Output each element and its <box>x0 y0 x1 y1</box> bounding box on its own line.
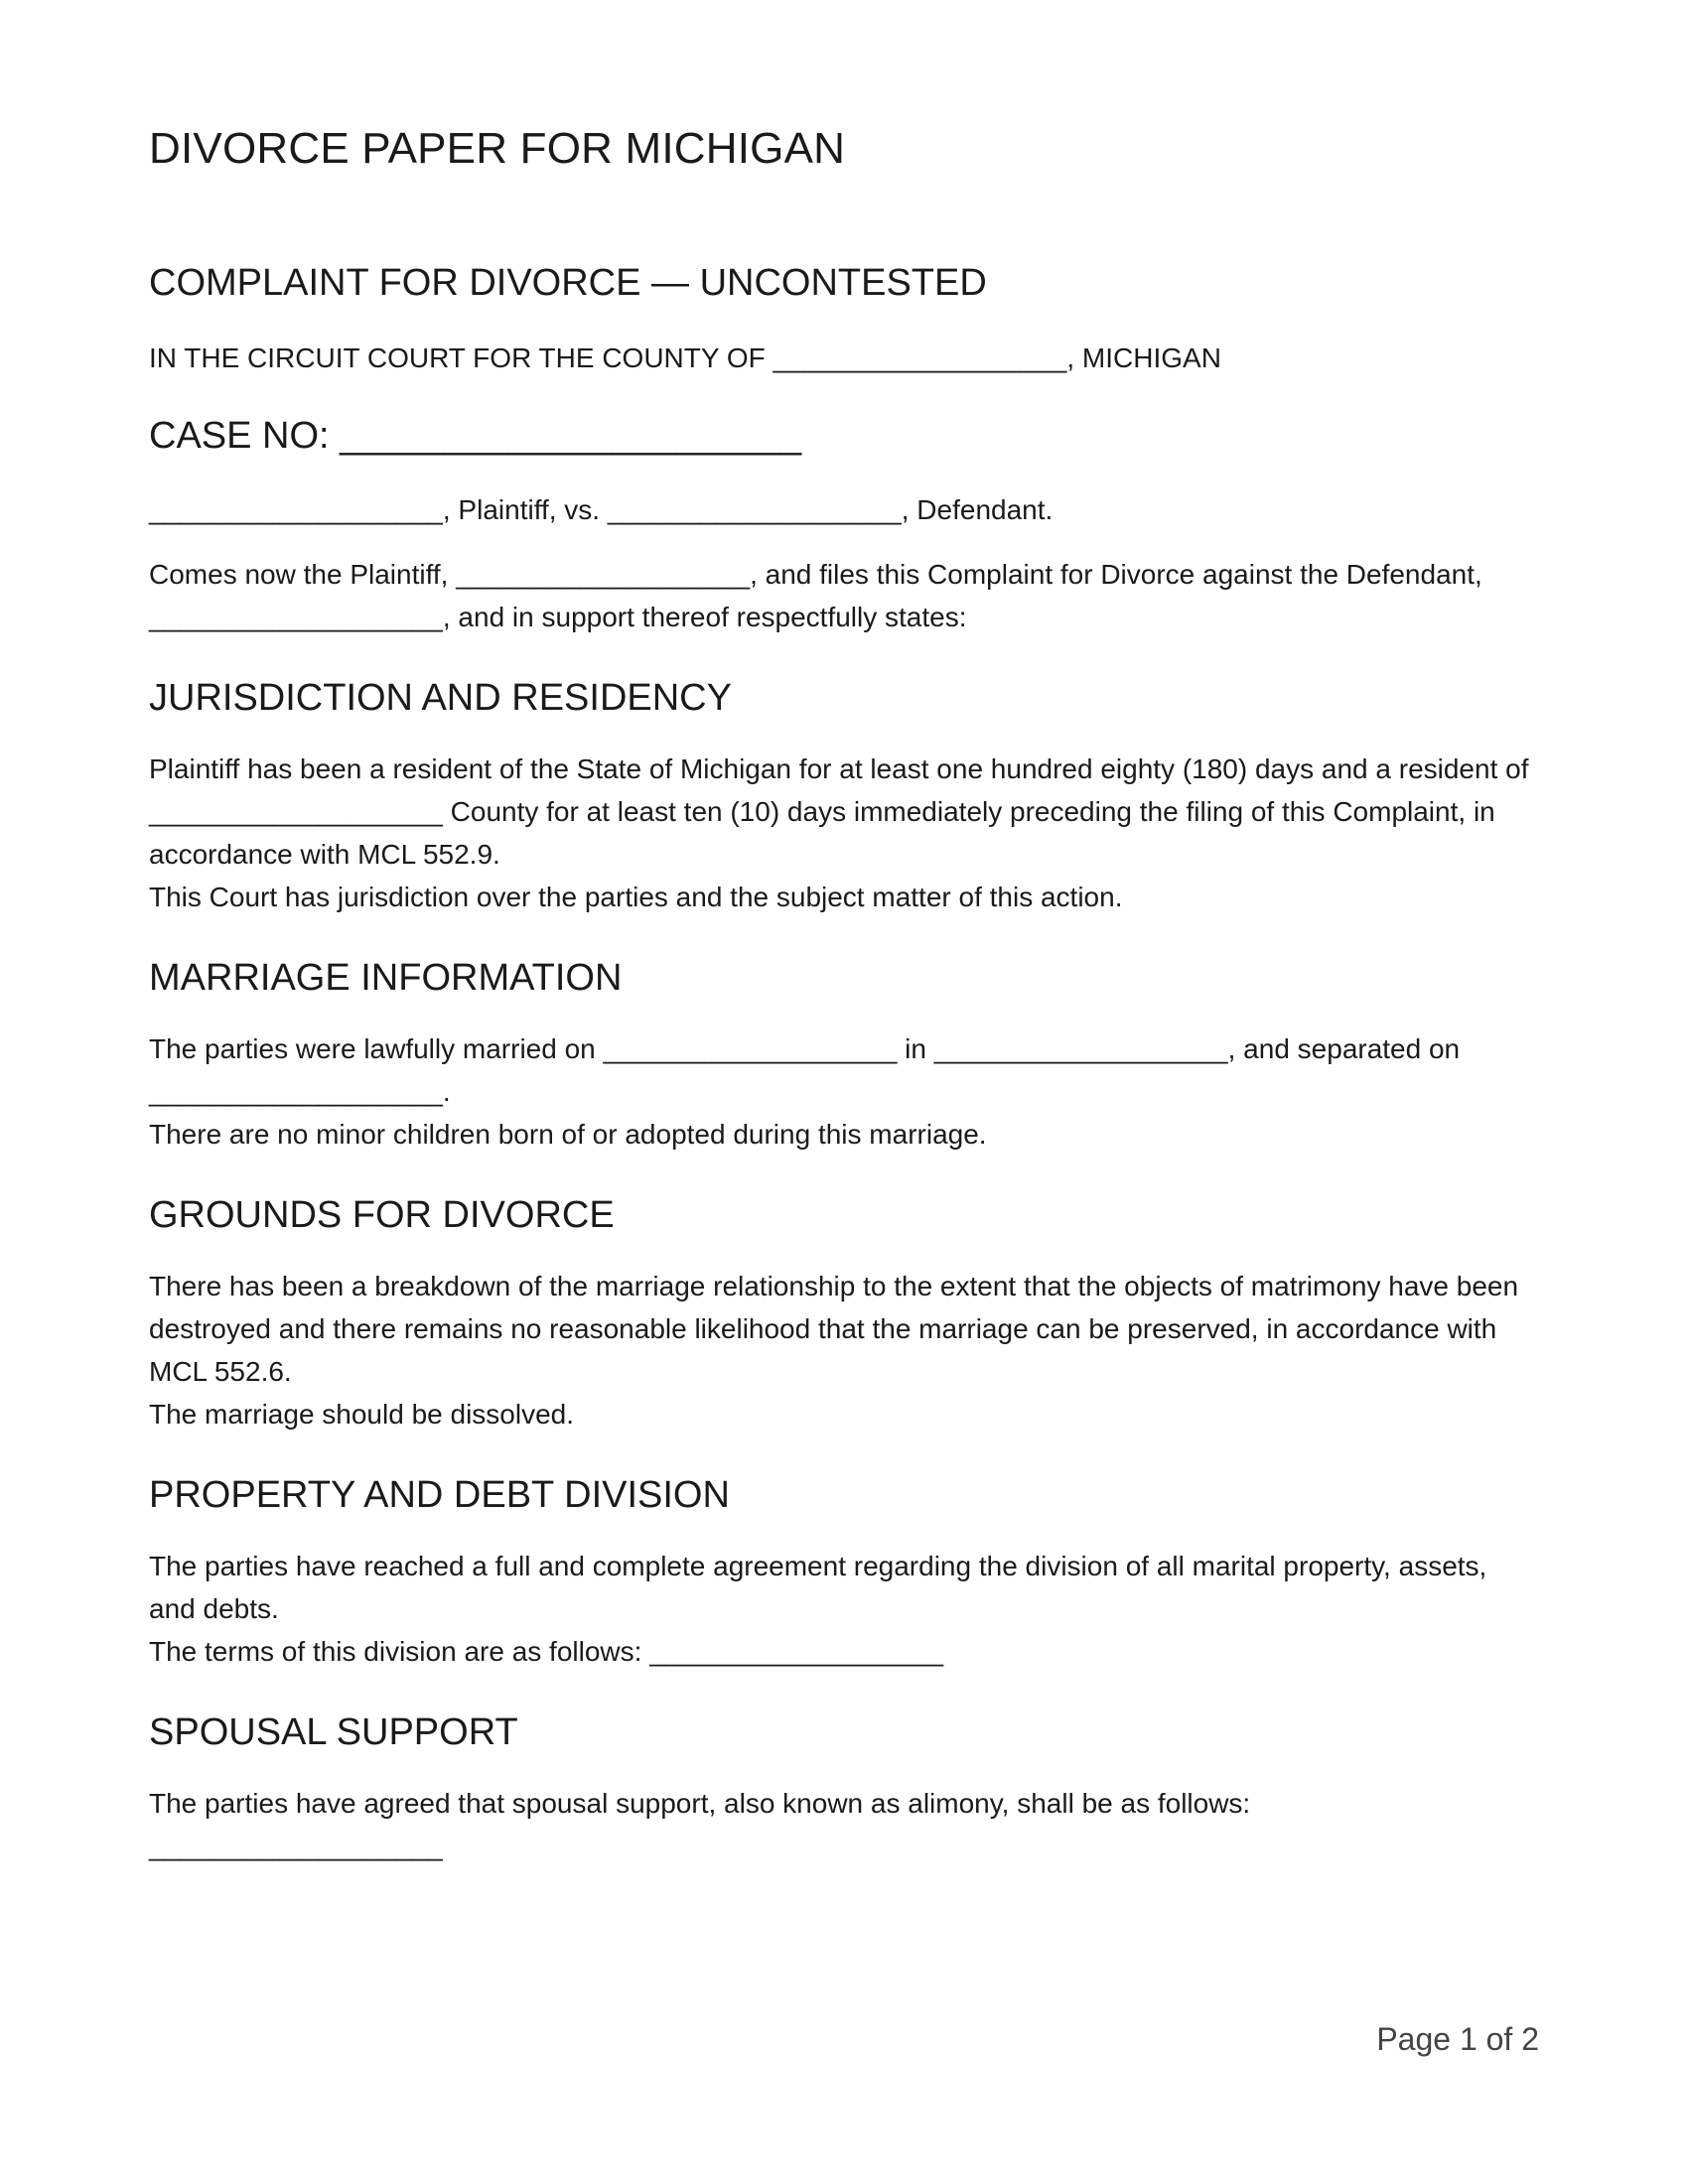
marriage-paragraph-1: The parties were lawfully married on ___________________ in ___________________, and separated on ___________________. <box>149 1033 1461 1107</box>
section-heading-jurisdiction: JURISDICTION AND RESIDENCY <box>149 677 732 719</box>
document-page <box>149 0 1539 2184</box>
page-number: Page 1 of 2 <box>1376 2021 1539 2057</box>
jurisdiction-paragraph-1: Plaintiff has been a resident of the State of Michigan for at least one hundred eighty (180) days and a resident of ___________________ County for at least ten (10) days immediately preceding the filing of this Complaint, in accordance with MCL 552.9. <box>149 753 1529 870</box>
section-heading-grounds: GROUNDS FOR DIVORCE <box>149 1194 615 1236</box>
property-paragraph-2: The terms of this division are as follows: ___________________ <box>149 1636 944 1667</box>
court-line: IN THE CIRCUIT COURT FOR THE COUNTY OF ___________________, MICHIGAN <box>149 342 1221 373</box>
parties-line: ___________________, Plaintiff, vs. ___________________, Defendant. <box>149 494 1054 525</box>
complaint-heading: COMPLAINT FOR DIVORCE — UNCONTESTED <box>149 262 987 304</box>
jurisdiction-paragraph-2: This Court has jurisdiction over the parties and the subject matter of this action. <box>149 882 1123 912</box>
document-title: DIVORCE PAPER FOR MICHIGAN <box>149 124 846 173</box>
grounds-paragraph-1: There has been a breakdown of the marriage relationship to the extent that the objects of matrimony have been destroyed and there remains no reasonable likelihood that the marriage can be preserved, in accordance with MCL 552.6. <box>149 1271 1519 1387</box>
marriage-paragraph-2: There are no minor children born of or adopted during this marriage. <box>149 1119 987 1150</box>
case-number: CASE NO: ______________________ <box>149 415 802 457</box>
property-paragraph-1: The parties have reached a full and complete agreement regarding the division of all marital property, assets, and debts. <box>149 1551 1487 1624</box>
spousal-support-paragraph: The parties have agreed that spousal support, also known as alimony, shall be as follows: ___________________ <box>149 1788 1251 1861</box>
section-heading-marriage: MARRIAGE INFORMATION <box>149 957 623 999</box>
section-heading-property: PROPERTY AND DEBT DIVISION <box>149 1474 730 1516</box>
section-heading-spousal-support: SPOUSAL SUPPORT <box>149 1711 518 1753</box>
intro-paragraph: Comes now the Plaintiff, ___________________, and files this Complaint for Divorce against the Defendant, ___________________, and in support thereof respectfully states: <box>149 559 1482 632</box>
grounds-paragraph-2: The marriage should be dissolved. <box>149 1399 575 1430</box>
